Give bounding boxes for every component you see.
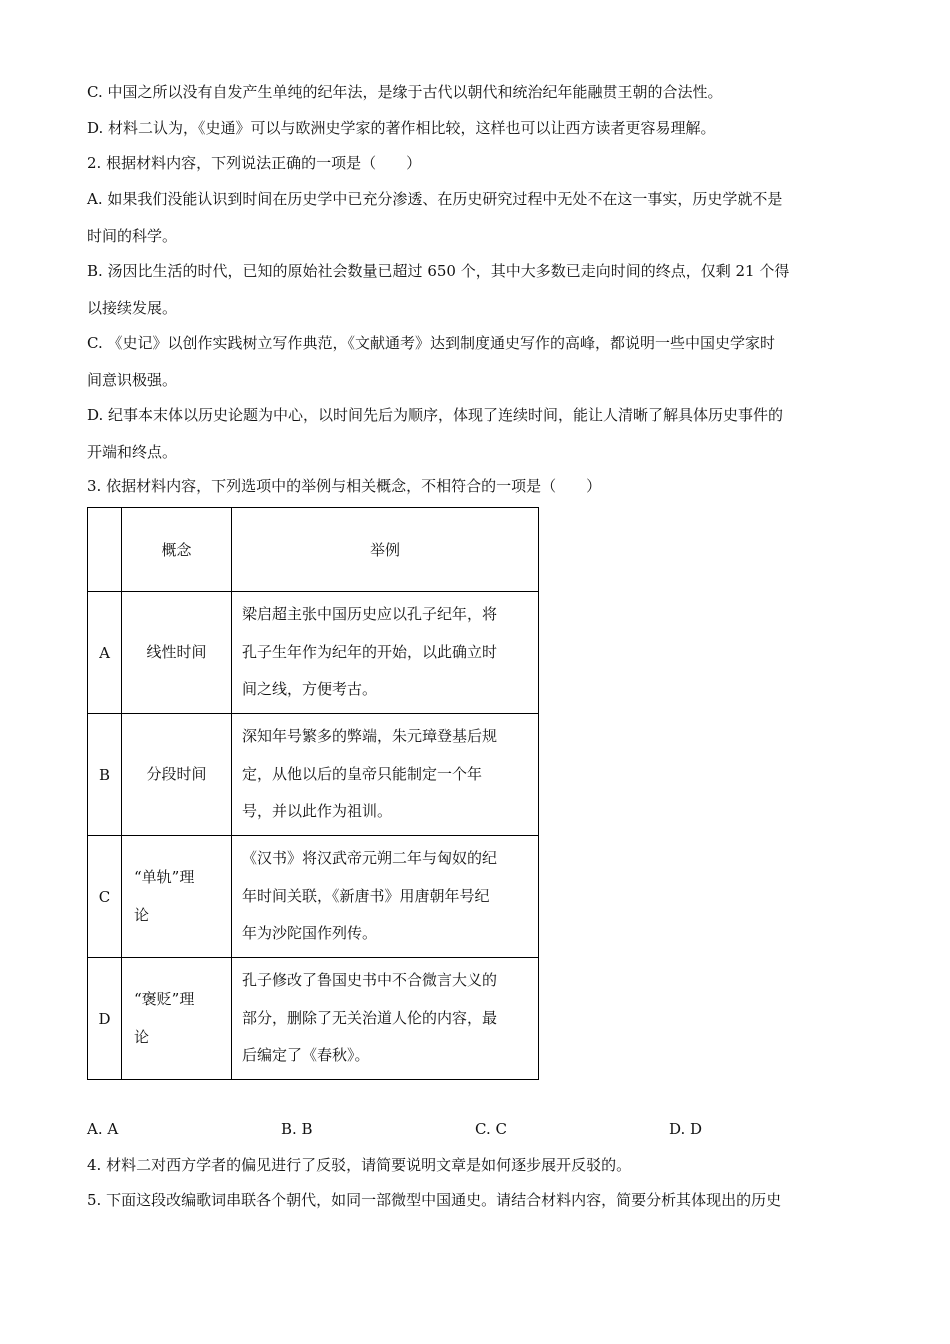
- row-example: [232, 836, 539, 958]
- option-d-line-2: 开端和终点。: [87, 443, 178, 461]
- option-a-line-1: A. 如果我们没能认识到时间在历史学中已充分渗透、在历史研究过程中无处不在这一事实，历史学就不是: [87, 190, 783, 208]
- example-line: 《汉书》将汉武帝元朔二年与匈奴的纪: [242, 849, 498, 868]
- concept-text: 分段时间: [146, 764, 207, 783]
- example-line: 后编定了《春秋》。: [242, 1046, 370, 1065]
- option-a: A. A: [87, 1120, 119, 1138]
- concept-text: “单轨”理: [134, 868, 195, 886]
- row-concept: [122, 958, 232, 1080]
- row-letter: C: [88, 836, 122, 958]
- question-3-stem: 3. 依据材料内容，下列选项中的举例与相关概念，不相符合的一项是（ ）: [87, 477, 602, 495]
- option-b: B. B: [281, 1120, 313, 1138]
- concept-text: 论: [134, 1027, 150, 1046]
- example-line: 深知年号繁多的弊端，朱元璋登基后规: [242, 727, 498, 746]
- example-line: 孔子修改了鲁国史书中不合微言大义的: [242, 971, 498, 990]
- table-header-row: [88, 508, 539, 592]
- example-line: 年时间关联，《新唐书》用唐朝年号纪: [242, 886, 490, 905]
- example-line: 孔子生年作为纪年的开始，以此确立时: [242, 642, 498, 661]
- row-concept: [122, 836, 232, 958]
- text-line: C. 中国之所以没有自发产生单纯的纪年法，是缘于古代以朝代和统治纪年能融贯王朝的合法性。: [87, 83, 723, 101]
- example-line: 号，并以此作为祖训。: [242, 802, 393, 821]
- option-b-line-2: 以接续发展。: [87, 299, 178, 317]
- row-concept: [122, 592, 232, 714]
- concept-text: 线性时间: [146, 642, 207, 661]
- option-d-line-1: D. 纪事本末体以历史论题为中心，以时间先后为顺序，体现了连续时间，能让人清晰了解具体历史事件的: [87, 406, 784, 424]
- option-c-line-1: C. 《史记》以创作实践树立写作典范，《文献通考》达到制度通史写作的高峰，都说明一些中国史学家时: [87, 334, 775, 352]
- option-c: C. C: [475, 1120, 507, 1138]
- table-row: [88, 958, 539, 1080]
- table-row: [88, 592, 539, 714]
- row-example: [232, 592, 539, 714]
- example-line: 年为沙陀国作列传。: [242, 924, 378, 943]
- header-empty-cell: [88, 508, 122, 592]
- question-5-stem: 5. 下面这段改编歌词串联各个朝代，如同一部微型中国通史。请结合材料内容，简要分析其体现出的历史: [87, 1191, 782, 1209]
- question-3-options: [0, 1118, 950, 1140]
- table-row: [88, 714, 539, 836]
- header-example: 举例: [232, 508, 539, 592]
- header-concept: 概念: [122, 508, 232, 592]
- example-line: 间之线，方便考古。: [242, 680, 378, 699]
- row-example: [232, 714, 539, 836]
- example-line: 梁启超主张中国历史应以孔子纪年，将: [242, 605, 498, 624]
- row-concept: [122, 714, 232, 836]
- example-line: 部分，删除了无关治道人伦的内容，最: [242, 1008, 498, 1027]
- example-line: 定，从他以后的皇帝只能制定一个年: [242, 764, 483, 783]
- concept-example-table: [87, 507, 539, 1080]
- question-4-stem: 4. 材料二对西方学者的偏见进行了反驳，请简要说明文章是如何逐步展开反驳的。: [87, 1156, 632, 1174]
- concept-text: 论: [134, 905, 150, 924]
- row-letter: D: [88, 958, 122, 1080]
- table-row: [88, 836, 539, 958]
- option-a-line-2: 时间的科学。: [87, 227, 178, 245]
- text-line: D. 材料二认为，《史通》可以与欧洲史学家的著作相比较，这样也可以让西方读者更容易理解。: [87, 119, 716, 137]
- option-b-line-1: B. 汤因比生活的时代，已知的原始社会数量已超过 650 个，其中大多数已走向时间的终点，仅剩 21 个得: [87, 262, 790, 280]
- option-d: D. D: [669, 1120, 703, 1138]
- question-2-stem: 2. 根据材料内容，下列说法正确的一项是（ ）: [87, 154, 422, 172]
- row-letter: A: [88, 592, 122, 714]
- row-letter: B: [88, 714, 122, 836]
- concept-text: “褒贬”理: [134, 990, 195, 1008]
- option-c-line-2: 间意识极强。: [87, 371, 178, 389]
- row-example: [232, 958, 539, 1080]
